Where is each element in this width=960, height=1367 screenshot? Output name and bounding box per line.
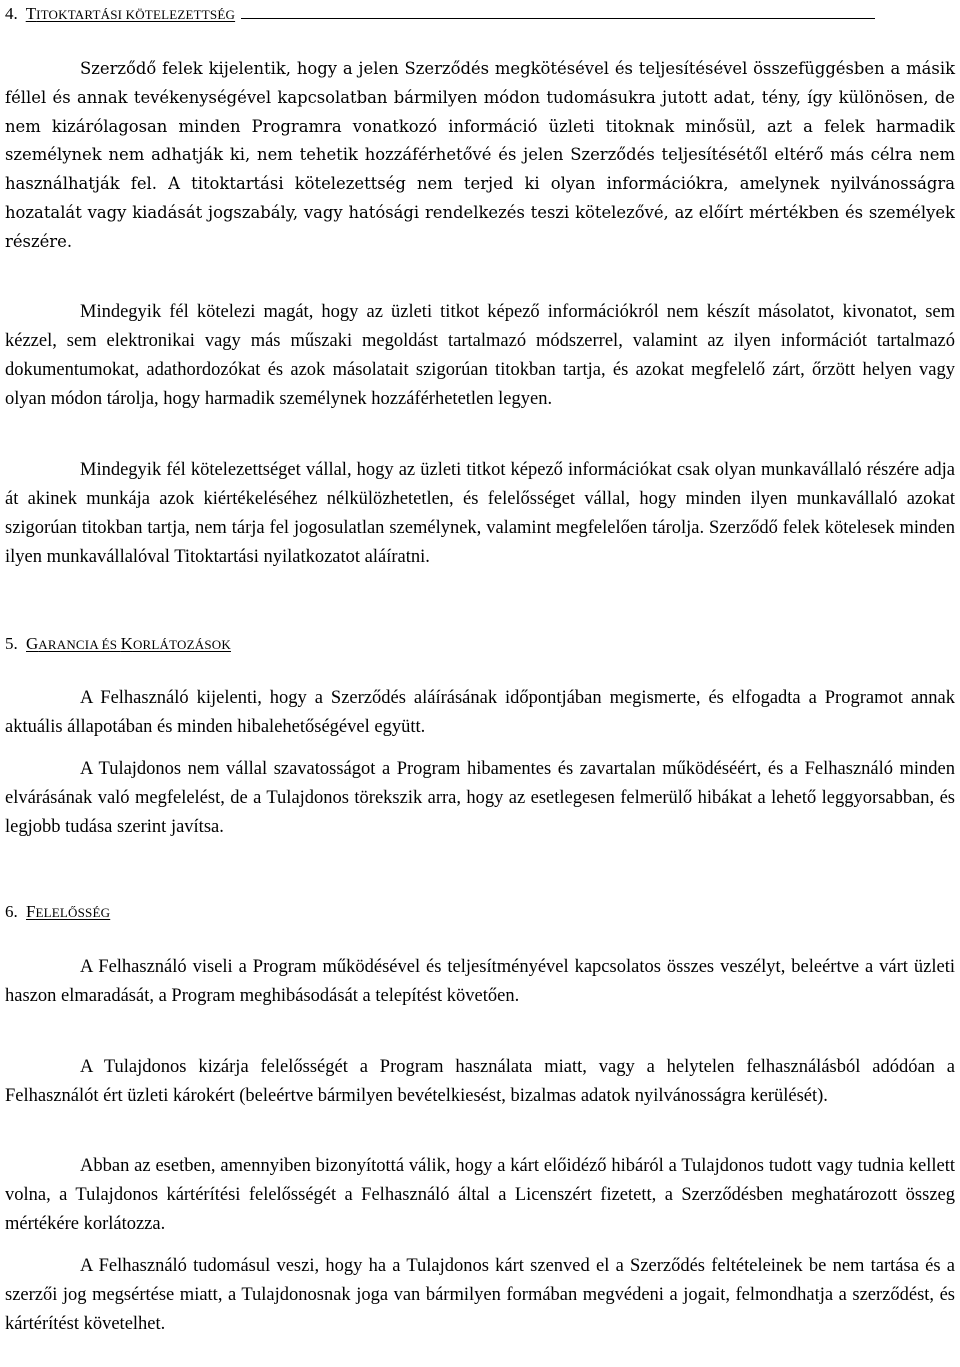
section-6-title-initial: F xyxy=(26,902,36,921)
section-5-title-rest-2: ORLÁTOZÁSOK xyxy=(132,637,231,652)
section-4-paragraph-1: Szerződő felek kijelentik, hogy a jelen Szerződés megkötésével és teljesítésével összefüggésben a másik féllel és annak tevékenységével kapcsolatban bármilyen módon tudomásukra jutott adat, tény, így különösen, de nem kizárólagosan minden Programra vonatkozó információ üzleti titoknak minősül, azt a felek harmadik személynek nem adhatják ki, nem tehetik hozzáférhetővé és jelen Szerződés teljesítésétől eltérő más célra nem használhatják fel. A titoktartási kötelezettség nem terjed ki olyan információkra, amelynek nyilvánosságra hozatalát vagy kiadását jogszabály, vagy hatósági rendelkezés teszi kötelezővé, az előírt mértékben és személyek részére. xyxy=(5,59,955,251)
section-6-title-rest: ELELŐSSÉG xyxy=(35,905,111,920)
section-4-heading xyxy=(5,3,955,26)
section-4-paragraph-3: Mindegyik fél kötelezettséget vállal, hogy az üzleti titkot képező információkat csak olyan munkavállaló részére adja át akinek munkája azok kiértékeléséhez nélkülözhetetlen, és felelősséget vállal, hogy minden ilyen munkavállaló azokat szigorúan titokban tartja, nem tárja fel jogosulatlan személynek, valamint megfelelően tárolja. Szerződő felek kötelesek minden ilyen munkavállalóval Titoktartási nyilatkozatot aláíratni. xyxy=(5,460,955,567)
section-6-number: 6. xyxy=(5,902,18,921)
section-5-number: 5. xyxy=(5,634,18,653)
section-5-title-initial-2: K xyxy=(120,634,133,653)
section-6-heading xyxy=(5,901,955,924)
section-6-paragraph-4: A Felhasználó tudomásul veszi, hogy ha a Tulajdonos kárt szenved el a Szerződés feltételeinek be nem tartása és a szerzői jog megsértése miatt, a Tulajdonosnak joga van bármilyen formában megvédeni a jogait, felmondhatja a szerződést, és kártérítést követelhet. xyxy=(5,1256,955,1334)
section-6-title xyxy=(26,902,110,921)
section-4-title xyxy=(26,4,235,23)
section-5-title-rest-1: ARANCIA ÉS xyxy=(38,637,121,652)
section-5-title-initial-1: G xyxy=(26,634,39,653)
section-5-title xyxy=(26,634,231,653)
section-4-number: 4. xyxy=(5,4,18,23)
section-6-paragraph-2: A Tulajdonos kizárja felelősségét a Program használata miatt, vagy a helytelen felhasználásból adódóan a Felhasználót ért üzleti károkért (beleértve bármilyen bevételkiesést, bizalmas adatok nyilvánosságra kerülését). xyxy=(5,1057,955,1106)
section-4-title-rest: ITOKTARTÁSI KÖTELEZETTSÉG xyxy=(36,7,236,22)
section-5-heading xyxy=(5,633,955,656)
section-4-title-rule xyxy=(241,18,875,19)
section-6-paragraph-3: Abban az esetben, amennyiben bizonyítottá válik, hogy a kárt előidéző hibáról a Tulajdonos tudott vagy tudnia kellett volna, a Tulajdonos kártérítési felelősségét a Felhasználó által a Licenszért fizetett, a Szerződésben meghatározott összeg mértékére korlátozza. xyxy=(5,1156,955,1234)
section-4-paragraph-2: Mindegyik fél kötelezi magát, hogy az üzleti titkot képező információkról nem készít másolatot, kivonatot, sem kézzel, sem elektronikai vagy más műszaki megoldást tartalmazó módszerrel, valamint az ilyen információt tartalmazó dokumentumokat, adathordozókat és azok másolatait szigorúan titokban tartja, és azokat megfelelő zárt, őrzött helyen vagy olyan módon tárolja, hogy harmadik személynek hozzáférhetetlen legyen. xyxy=(5,302,955,409)
section-5-paragraph-1: A Felhasználó kijelenti, hogy a Szerződés aláírásának időpontjában megismerte, és elfogadta a Programot annak aktuális állapotában és minden hibalehetőségével együtt. xyxy=(5,688,955,737)
section-5-paragraph-2: A Tulajdonos nem vállal szavatosságot a Program hibamentes és zavartalan működéséért, és a Felhasználó minden elvárásának való megfelelést, de a Tulajdonos törekszik arra, hogy az esetlegesen felmerülő hibákat a lehető leggyorsabban, és legjobb tudása szerint javítsa. xyxy=(5,759,955,837)
section-6-paragraph-1: A Felhasználó viseli a Program működésével és teljesítményével kapcsolatos összes veszélyt, beleértve a várt üzleti haszon elmaradását, a Program meghibásodását a telepítést követően. xyxy=(5,957,955,1006)
section-4-title-initial: T xyxy=(25,4,37,23)
